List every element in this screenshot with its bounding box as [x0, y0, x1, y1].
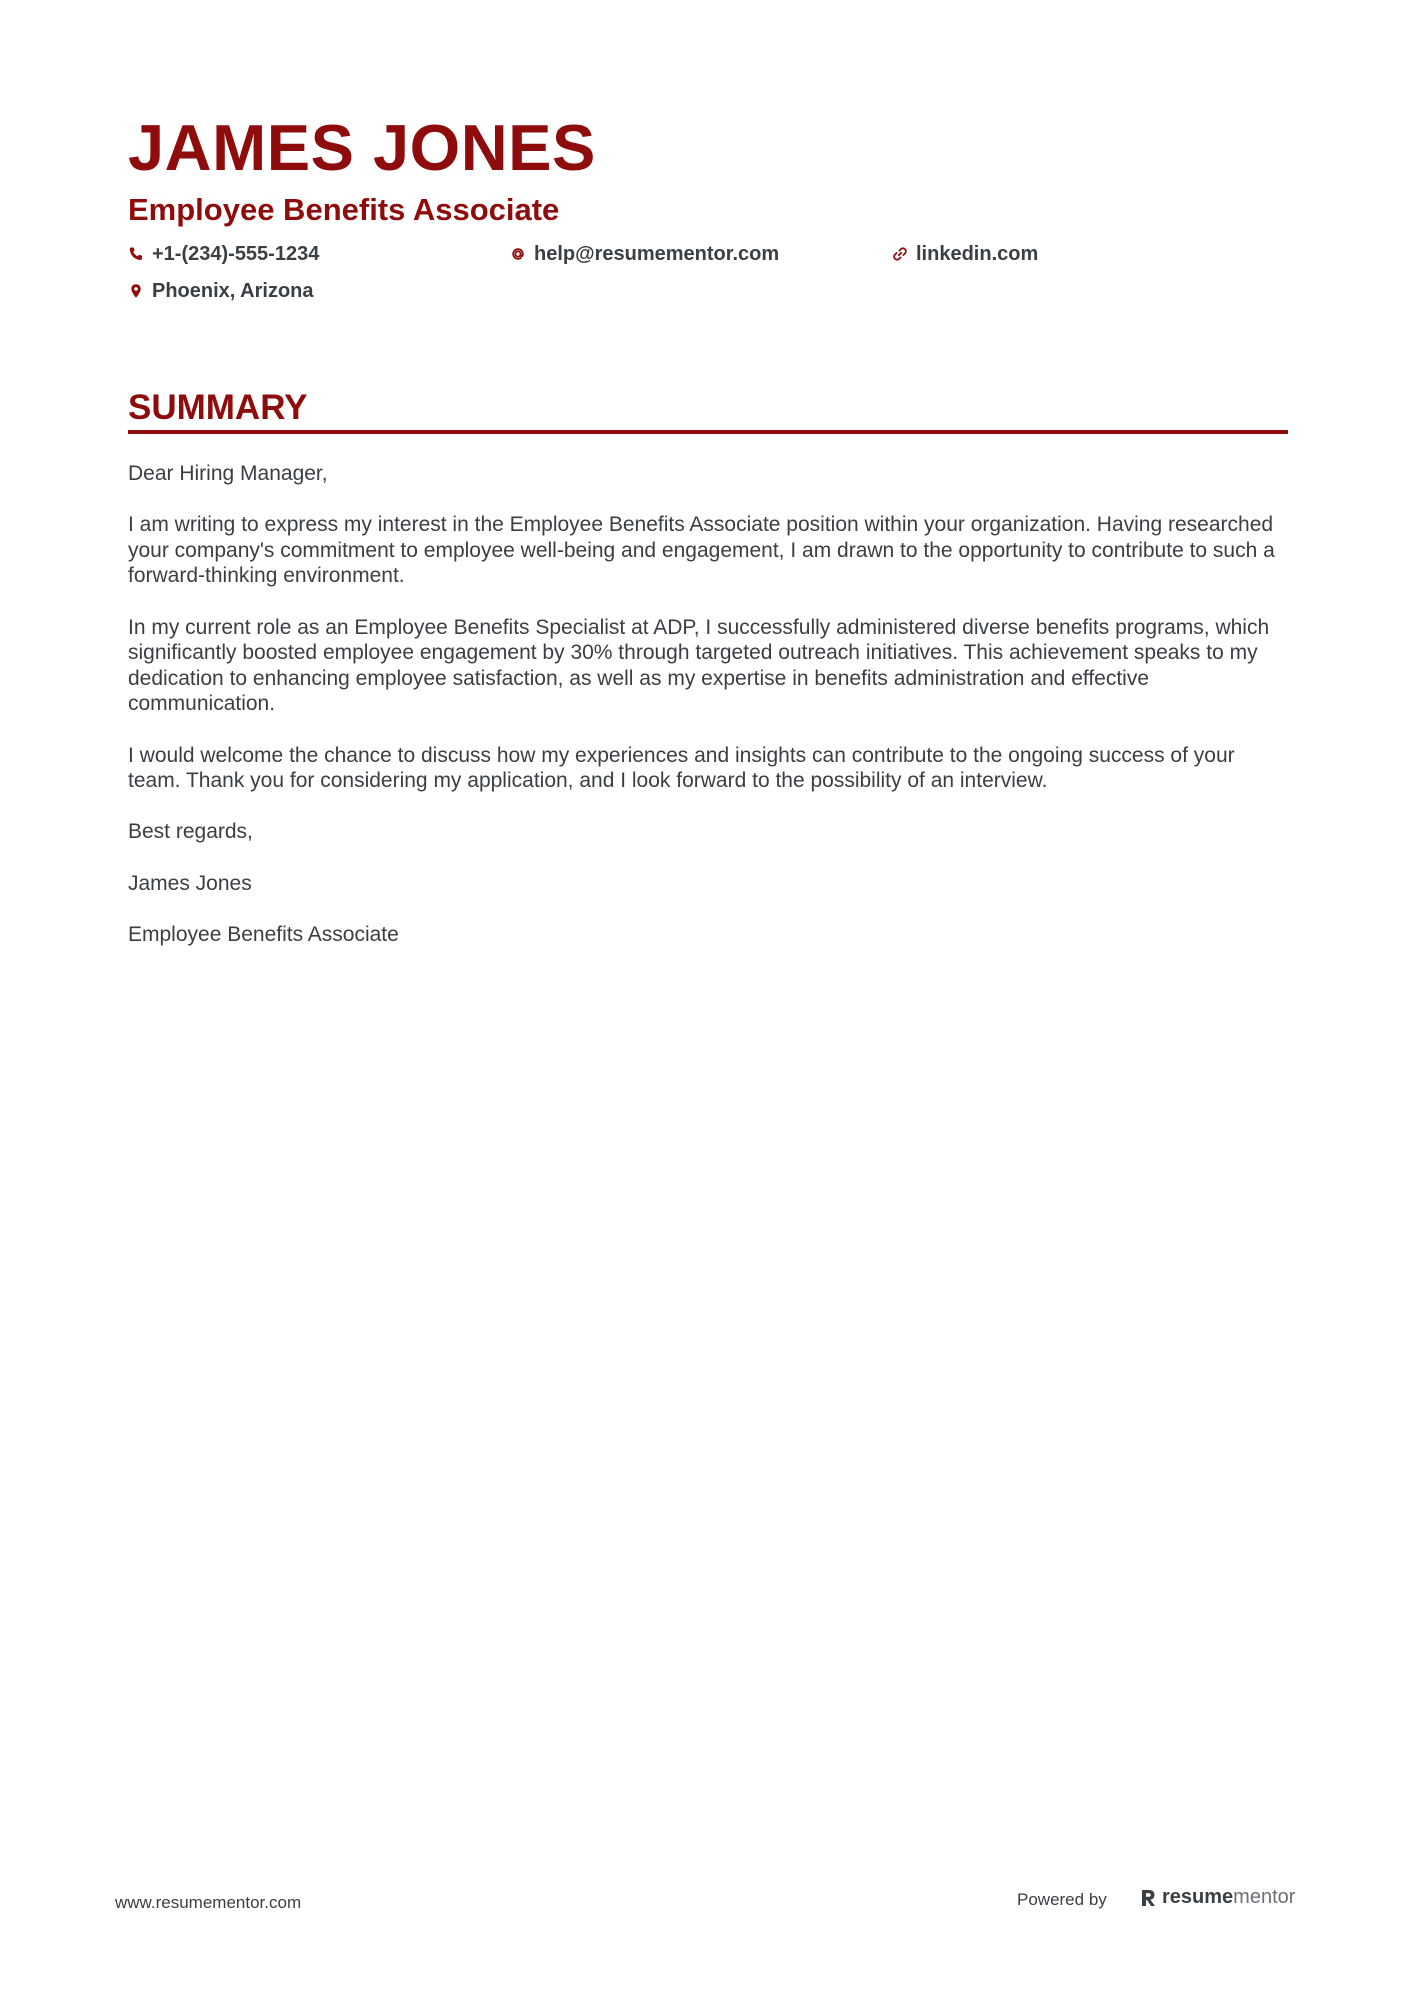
signature-name: James Jones	[128, 871, 252, 895]
letter-paragraph: In my current role as an Employee Benefits Specialist at ADP, I successfully administered diverse benefits programs, which significantly boosted employee engagement by 30% through targeted outreach initiatives. This achievement speaks to my dedication to enhancing employee satisfaction, as well as my expertise in benefits administration and effective communication.	[128, 615, 1270, 716]
email-address[interactable]: help@resumementor.com	[534, 243, 780, 265]
contact-phone	[128, 241, 319, 267]
footer-powered-by: Powered by	[1017, 1890, 1107, 1909]
letter-paragraph: I would welcome the chance to discuss how my experiences and insights can contribute to the ongoing success of your team. Thank you for considering my application, and I look forward to the possibility of an interview.	[128, 743, 1235, 793]
signature-title: Employee Benefits Associate	[128, 922, 399, 946]
cover-letter-body	[128, 461, 1292, 973]
at-icon	[510, 246, 526, 262]
map-pin-icon	[128, 283, 144, 299]
link-icon	[892, 246, 908, 262]
closing: Best regards,	[128, 820, 253, 844]
linkedin-url[interactable]: linkedin.com	[916, 243, 1039, 265]
candidate-name: JAMES JONES	[128, 111, 596, 184]
location-text: Phoenix, Arizona	[152, 280, 314, 302]
footer-brand-logo[interactable]	[1140, 1886, 1295, 1909]
resumementor-logo-icon	[1140, 1888, 1158, 1908]
contact-linkedin[interactable]	[892, 241, 1038, 267]
footer-website-link[interactable]: www.resumementor.com	[115, 1893, 302, 1912]
letter-paragraph: I am writing to express my interest in the Employee Benefits Associate position within your organization. Having researched your company's commitment to employee well-being and engagement, I am drawn to the opportunity to contribute to such a forward-thinking environment.	[128, 513, 1275, 588]
brand-name-bold: resume	[1162, 1886, 1234, 1908]
summary-heading: SUMMARY	[128, 388, 308, 427]
brand-name-light: mentor	[1233, 1886, 1296, 1908]
candidate-title: Employee Benefits Associate	[128, 192, 560, 227]
contact-location	[128, 278, 314, 304]
phone-number: +1-(234)-555-1234	[152, 243, 320, 265]
phone-icon	[128, 246, 144, 262]
salutation: Dear Hiring Manager,	[128, 462, 328, 485]
contact-email[interactable]	[510, 241, 779, 267]
section-divider	[128, 430, 1288, 434]
